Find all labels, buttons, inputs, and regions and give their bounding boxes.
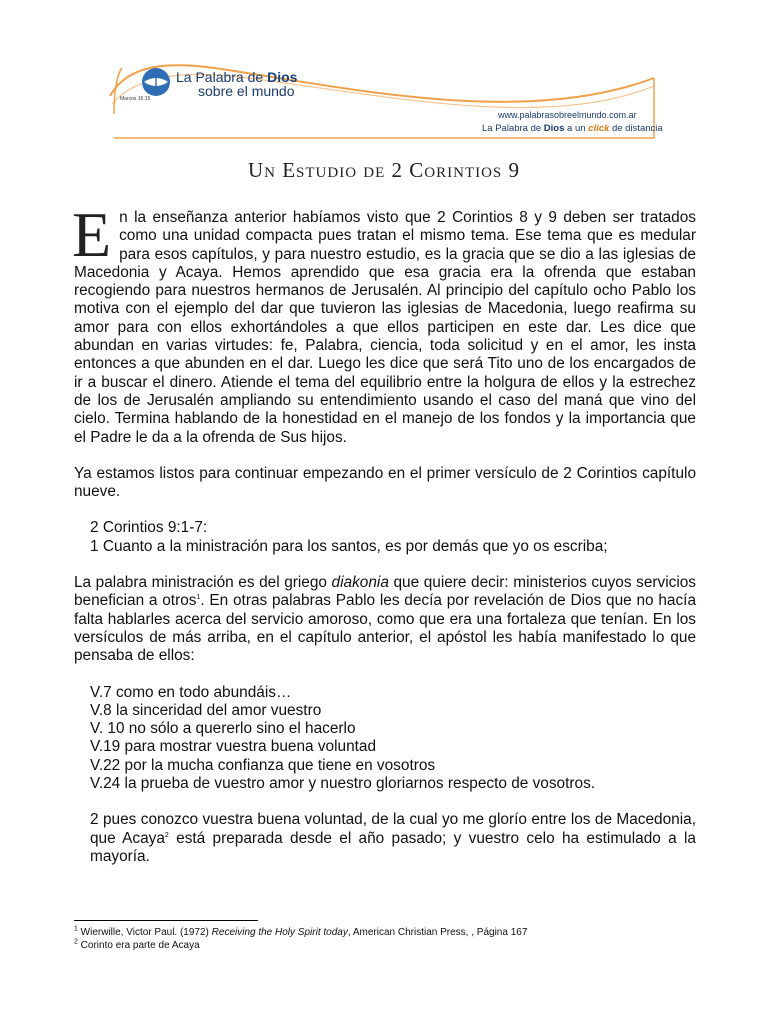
paragraph-3: La palabra ministración es del griego diakonia que quiere decir: ministerios cuyos servicios benefician a otros$^1$. En otras palabras Pablo les decía por revelación de Dios que no hacía falta hablarles acerca del servicio amoroso, como que era una fortaleza que tenían. En los versículos de más arriba, en el capítulo anterior, el apóstol les había manifestado lo que pensaba de ellos: (74, 574, 696, 665)
document-body (72, 199, 696, 866)
site-tagline: La Palabra de Dios a un click de distancia (482, 123, 663, 134)
list-item: V.22 por la mucha confianza que tiene en vosotros (90, 756, 436, 774)
verse-2: 2 pues conozco vuestra buena voluntad, de la cual yo me glorío entre los de Macedonia, que Acaya$^2$ está preparada desde el año pasado; y vuestro celo ha estimulado a la mayoría. (90, 811, 696, 865)
paragraph-2: Ya estamos listos para continuar empezando en el primer versículo de 2 Corintios capítulo nueve. (74, 464, 696, 501)
footnote-ref-1: 1 (196, 594, 201, 602)
footnote-2: $^2$ Corinto era parte de Acaya (74, 938, 200, 951)
footnote-ref-2: 2 (164, 831, 169, 839)
intro-paragraph: En la enseñanza anterior habíamos visto que 2 Corintios 8 y 9 deben ser tratados como una unidad compacta pues tratan el mismo tema. Ese tema que es medular para esos capítulos, y para nuestro estudio, es la gracia que se dio a las iglesias de Macedonia y Acaya. Hemos aprendido que esa gracia era la ofrenda que estaban recogiendo para nuestros hermanos de Jerusalén. Al principio del capítulo ocho Pablo los motiva con el ejemplo del dar que tuvieron las iglesias de Macedonia, luego reafirma su amor para con ellos exhortándoles a que ellos participen en este dar. Les dice que abundan en varias virtudes: fe, Palabra, ciencia, toda solicitud y en el amor, les insta entonces a que abunden en el dar. Luego les dice que será Tito uno de los encargados de ir a buscar el dinero. Atiende el tema del equilibrio entre la holgura de ellos y la estrechez de los de Jerusalén ampliando su entendimiento usando el caso del maná que vino del cielo. Termina hablando de la honestidad en el manejo de los fondos y la importancia que el Padre le da a la ofrenda de Sus hijos. (72, 199, 696, 446)
list-item: V. 10 no sólo a quererlo sino el hacerlo (90, 720, 356, 738)
verse-1: 1 Cuanto a la ministración para los santos, es por demás que yo os escriba; (90, 537, 608, 555)
page-title: Un Estudio de 2 Corintios 9 (247, 158, 521, 182)
site-url[interactable]: www.palabrasobreelmundo.com.ar (498, 110, 637, 120)
globe-bible-icon (142, 68, 170, 96)
drop-cap: E (72, 199, 112, 270)
footnote-1: $^1$ Wierwille, Victor Paul. (1972) Receiving the Holy Spirit today, American Christian Press, , Página 167 (74, 925, 528, 938)
header-banner (108, 56, 663, 140)
footnote-divider (74, 920, 258, 921)
verse-reference: 2 Corintios 9:1-7: (90, 519, 208, 537)
list-item: V.8 la sinceridad del amor vuestro (90, 701, 322, 719)
list-item: V.7 como en todo abundáis… (90, 683, 292, 701)
verse-list (74, 684, 696, 794)
verse-block-1 (74, 519, 696, 556)
list-item: V.24 la prueba de vuestro amor y nuestro gloriarnos respecto de vosotros. (90, 775, 596, 793)
logo-reference: Marcos 16:15 (120, 96, 151, 102)
list-item: V.19 para mostrar vuestra buena voluntad (90, 738, 377, 756)
logo-text: La Palabra de Dios sobre el mundo (176, 69, 298, 99)
